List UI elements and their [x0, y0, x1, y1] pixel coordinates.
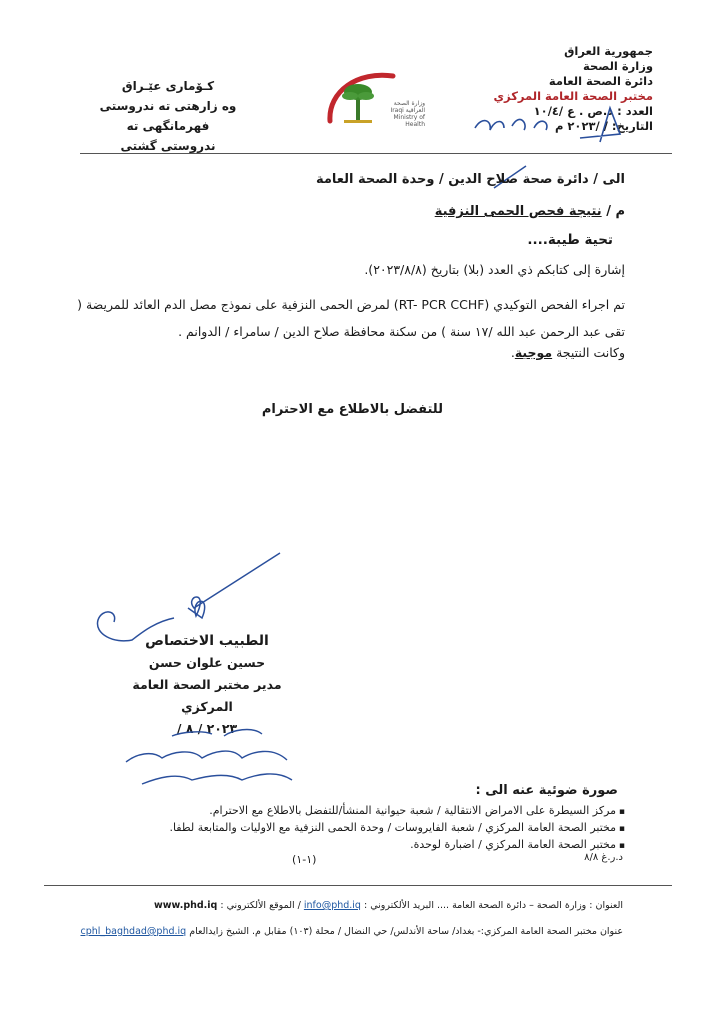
email-link[interactable]: info@phd.iq	[303, 900, 361, 911]
greeting: تحية طيبة....	[527, 232, 613, 248]
handwritten-number-icon	[470, 98, 630, 148]
letterhead-left	[98, 76, 238, 156]
closing-line: للتفضل بالاطلاع مع الاحترام	[261, 402, 443, 417]
reference-paragraph: إشارة إلى كتابكم ذي العدد (بلا) بتاريخ (٢٠٢٣/٨/٨).	[364, 262, 625, 277]
subject-line	[435, 204, 625, 219]
ministry-name: وزارة الصحة	[583, 59, 653, 73]
copies-title: صورة ضوئية عنه الى :	[475, 783, 618, 798]
page-number: (١-١)	[292, 853, 317, 866]
footer-address: العنوان : وزارة الصحة – دائرة الصحة العامة .... البريد الألكتروني :	[364, 900, 623, 911]
test-paragraph: تم اجراء الفحص التوكيدي (RT- PCR CCHF) لمرض الحمى النزفية على نموذج مصل الدم العائد للمريضة ( تقى عبد الرحمن عبد الله /١٧ سنة ) من سكنة محافظة صلاح الدين / سامراء / الدوانم .	[77, 297, 625, 339]
list-item: ▪ مركز السيطرة على الامراض الانتقالية / شعبة حيوانية المنشأ/للتفضل بالاطلاع مع الاحترام.	[65, 803, 625, 820]
website-label: / الموقع الألكتروني :	[220, 900, 301, 911]
header-divider	[80, 153, 672, 154]
website-link[interactable]: www.phd.iq	[153, 900, 218, 911]
country-name: جمهورية العراق	[564, 44, 653, 58]
footer-line-1	[43, 900, 623, 911]
lab-address: عنوان مختبر الصحة العامة المركزي:- بغداد/ ساحة الأندلس/ حي النضال / محلة (١٠٣) مقابل م. الشيخ زايدالعام	[189, 926, 623, 937]
doc-number: العدد : د.ص . ع /١٠/٤	[533, 104, 653, 118]
subject-text: نتيجة فحص الحمى النزفية	[434, 204, 602, 219]
lab-email-link[interactable]: cphl_baghdad@phd.iq	[80, 926, 187, 937]
lab-name: مختبر الصحة العامة المركزي	[493, 89, 653, 103]
addressee: الى / دائرة صحة صلاح الدين / وحدة الصحة العامة	[315, 172, 625, 187]
signer-title: الطبيب الاختصاص	[145, 633, 269, 649]
ministry-name-ku: وه زارهتى ته ندروستى	[99, 99, 237, 113]
copies-list	[65, 803, 625, 854]
subject-prefix: م /	[606, 204, 625, 219]
list-item: ▪ مختبر الصحة العامة المركزي / شعبة الفايروسات / وحدة الحمى النزفية مع الاوليات والمتابعة لطفا.	[65, 820, 625, 837]
directorate-name-ku: فهرمانگهى ته ندروستى گشتى	[120, 119, 216, 153]
footer-line-2	[43, 926, 623, 937]
country-name-ku: كـۆماری عێـراق	[121, 79, 215, 93]
result-paragraph: وكانت النتيجة موجبة.	[510, 345, 625, 360]
result-prefix: وكانت النتيجة	[556, 345, 625, 360]
list-item: ▪ مختبر الصحة العامة المركزي / اضبارة لوحدة.	[65, 837, 625, 854]
logo-caption: وزارة الصحة العراقية Iraqi Ministry of Health	[390, 100, 425, 128]
signature-date: ٢٠٢٣ / ٨ /	[176, 721, 238, 736]
doc-reference: د.ر.غ ٨/٨	[584, 852, 623, 863]
doc-date: التاريخ: / /٢٠٢٣ م	[554, 119, 653, 133]
footer-divider	[44, 885, 672, 886]
signer-name: حسين علوان حسن	[148, 655, 266, 670]
signer-position: مدير مختبر الصحة العامة المركزي	[132, 677, 282, 714]
signature-stamp-icon	[112, 722, 302, 794]
result-value: موجبة	[514, 345, 553, 360]
directorate-name: دائرة الصحة العامة	[548, 74, 653, 88]
